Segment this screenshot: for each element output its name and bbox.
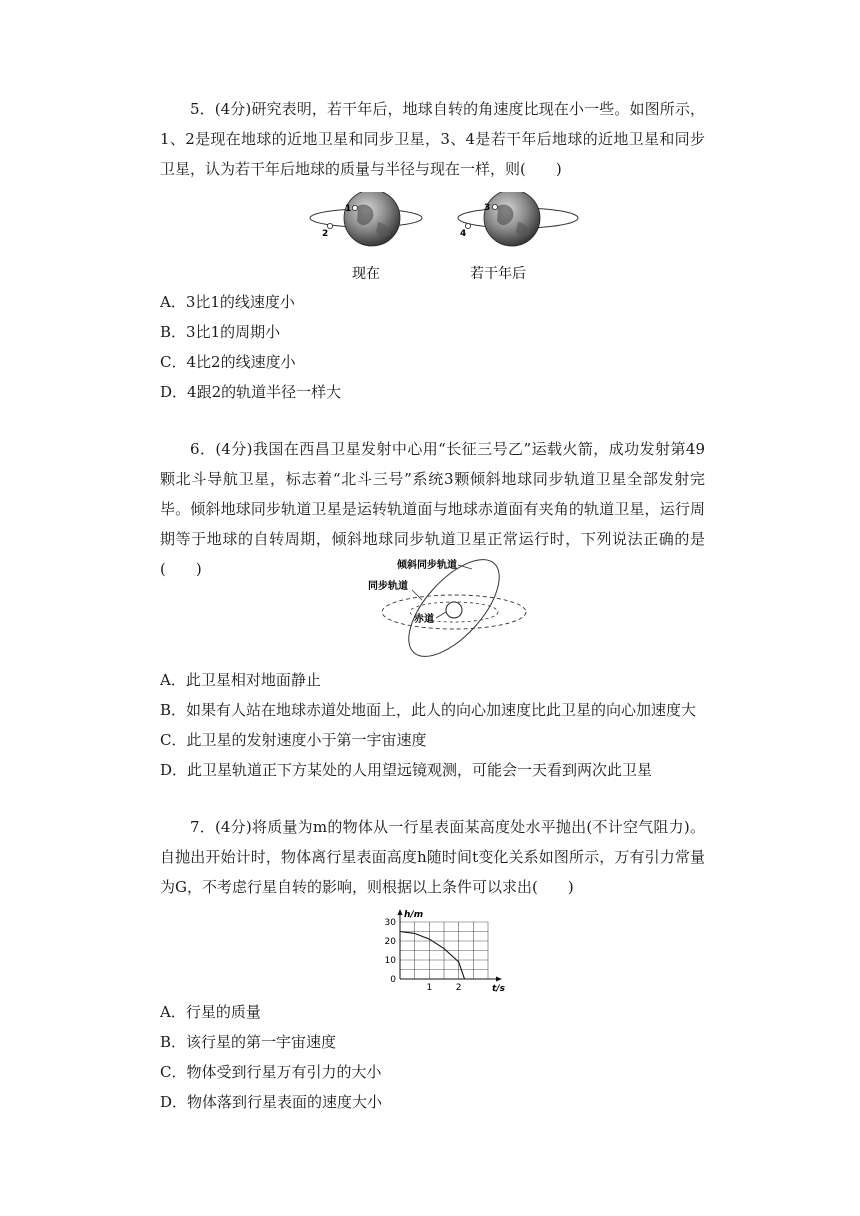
x-tick-label: 1 [426, 983, 433, 992]
satellite-4-icon [465, 223, 470, 228]
q7-stem: 7．(4分)将质量为m的物体从一行星表面某高度处水平抛出(不计空气阻力)。自抛出开始计时，物体离行星表面高度h随时间t变化关系如图所示，万有引力常量为G，不考虑行星自转的影响，则根据以上条件可以求出( ) [160, 818, 705, 896]
y-axis-arrow [398, 909, 403, 915]
chart-series [400, 932, 465, 980]
y-tick-label: 0 [390, 975, 396, 985]
q6-option-c: C．此卫星的发射速度小于第一宇宙速度 [160, 731, 427, 749]
q7-option-d: D．物体落到行星表面的速度大小 [160, 1093, 383, 1111]
q6-orbit-figure [362, 556, 532, 662]
q5-earth-orbits-figure [300, 192, 600, 284]
q7-option-b: B．该行星的第一宇宙速度 [160, 1033, 337, 1051]
x-tick-label: 2 [455, 983, 462, 992]
y-tick-label: 20 [384, 937, 396, 947]
label-4: 4 [460, 229, 467, 239]
q7-option-a: A．行星的质量 [160, 1003, 261, 1021]
q7-height-time-chart [368, 908, 518, 992]
q6-option-b: B．如果有人站在地球赤道处地面上，此人的向心加速度比此卫星的向心加速度大 [160, 701, 697, 719]
q6-option-d: D．此卫星轨道正下方某处的人用望远镜观测，可能会一天看到两次此卫星 [160, 761, 653, 779]
satellite-3-icon [492, 204, 497, 209]
h-t-curve [400, 932, 465, 980]
label-2: 2 [322, 229, 329, 239]
label-3: 3 [484, 203, 491, 213]
q5-option-c: C．4比2的线速度小 [160, 353, 296, 371]
label-inclined-orbit: 倾斜同步轨道 [397, 560, 457, 571]
earth-now-group [310, 192, 422, 282]
y-tick-label: 10 [384, 956, 396, 966]
caption-later: 若干年后 [470, 266, 526, 282]
label-equator: 赤道 [414, 614, 434, 625]
x-axis-arrow [496, 977, 502, 982]
label-sync-orbit: 同步轨道 [368, 581, 408, 592]
earth-icon [446, 602, 462, 618]
satellite-2-icon [327, 223, 332, 228]
caption-now: 现在 [352, 266, 380, 282]
earth-later-group [458, 192, 578, 282]
chart-grid [400, 922, 488, 979]
chart-ticks [385, 918, 462, 992]
y-tick-label: 30 [384, 918, 396, 928]
q6-stem: 6．(4分)我国在西昌卫星发射中心用“长征三号乙”运载火箭，成功发射第49颗北斗导航卫星，标志着“北斗三号”系统3颗倾斜地球同步轨道卫星全部发射完毕。倾斜地球同步轨道卫星是运转轨道面与地球赤道面有夹角的轨道卫星，运行周期等于地球的自转周期，倾斜地球同步轨道卫星正常运行时，下列说法正确的是( ) [160, 440, 705, 578]
q5-option-d: D．4跟2的轨道半径一样大 [160, 383, 342, 401]
q5-option-b: B．3比1的周期小 [160, 323, 281, 341]
q5-stem: 5．(4分)研究表明，若干年后，地球自转的角速度比现在小一些。如图所示，1、2是现在地球的近地卫星和同步卫星，3、4是若干年后地球的近地卫星和同步卫星，认为若干年后地球的质量与半径与现在一样，则( ) [160, 100, 705, 178]
q6-option-a: A．此卫星相对地面静止 [160, 671, 321, 689]
q7-option-c: C．物体受到行星万有引力的大小 [160, 1063, 382, 1081]
chart-x-axis-label: t/s [492, 984, 505, 992]
label-1: 1 [345, 204, 352, 214]
chart-y-axis-label: h/m [404, 910, 424, 920]
satellite-1-icon [352, 205, 357, 210]
q5-option-a: A．3比1的线速度小 [160, 293, 295, 311]
